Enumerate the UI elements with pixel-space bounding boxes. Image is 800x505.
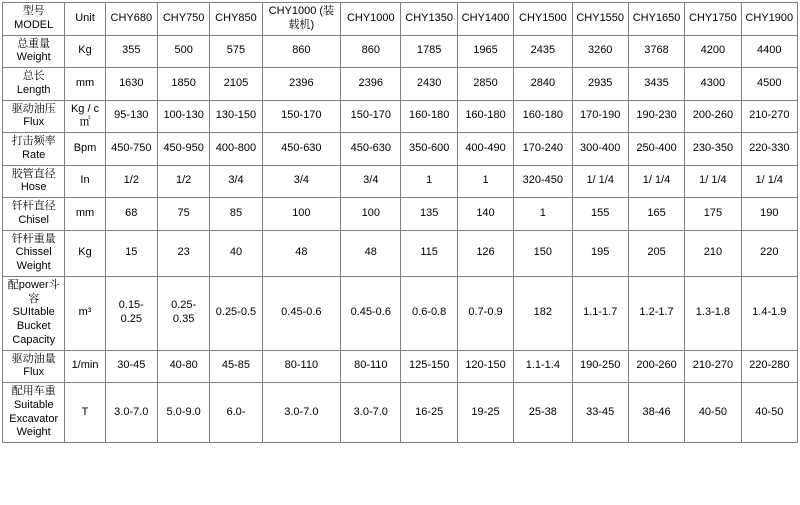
cell: 150-170 [262,100,340,133]
cell: 3/4 [262,165,340,198]
cell: 220-280 [741,350,797,383]
row-label-chisel-weight: 钎杆重量 Chissel Weight [3,230,65,276]
row-label-length: 总长 Length [3,68,65,101]
cell: 160-180 [514,100,572,133]
cell: 0.45-0.6 [341,276,401,350]
cell: 2396 [262,68,340,101]
table-row [3,100,798,133]
cell: 3768 [628,35,684,68]
cell: 2105 [210,68,262,101]
cell: 210 [685,230,741,276]
cell: 200-260 [685,100,741,133]
cell: 4300 [685,68,741,101]
cell: 2935 [572,68,628,101]
table-row [3,383,798,443]
cell: 0.25-0.5 [210,276,262,350]
cell: 23 [157,230,209,276]
cell: 95-130 [105,100,157,133]
cell: 19-25 [457,383,513,443]
cell: 350-600 [401,133,457,166]
row-unit-excavator-weight: T [65,383,105,443]
column-header-chy1500: CHY1500 [514,3,572,36]
cell: 1.2-1.7 [628,276,684,350]
cell: 3.0-7.0 [341,383,401,443]
cell: 120-150 [457,350,513,383]
column-header-chy750: CHY750 [157,3,209,36]
cell: 3/4 [210,165,262,198]
cell: 25-38 [514,383,572,443]
cell: 0.15-0.25 [105,276,157,350]
cell: 1 [457,165,513,198]
specification-table [2,2,798,443]
cell: 5.0-9.0 [157,383,209,443]
cell: 30-45 [105,350,157,383]
cell: 860 [341,35,401,68]
row-label-hose: 胶管直径 Hose [3,165,65,198]
cell: 135 [401,198,457,231]
cell: 125-150 [401,350,457,383]
cell: 3.0-7.0 [105,383,157,443]
cell: 100-130 [157,100,209,133]
cell: 45-85 [210,350,262,383]
cell: 1.3-1.8 [685,276,741,350]
cell: 230-350 [685,133,741,166]
cell: 1/2 [157,165,209,198]
column-header-chy1900: CHY1900 [741,3,797,36]
cell: 165 [628,198,684,231]
column-header-chy1650: CHY1650 [628,3,684,36]
table-row [3,35,798,68]
cell: 48 [262,230,340,276]
cell: 150-170 [341,100,401,133]
column-header-chy1400: CHY1400 [457,3,513,36]
cell: 1.4-1.9 [741,276,797,350]
cell: 3260 [572,35,628,68]
row-label-excavator-weight: 配用车重 Suitable Excavator Weight [3,383,65,443]
cell: 220-330 [741,133,797,166]
cell: 3435 [628,68,684,101]
table-row [3,230,798,276]
cell: 220 [741,230,797,276]
cell: 190-230 [628,100,684,133]
cell: 500 [157,35,209,68]
row-unit-bucket-capacity: m³ [65,276,105,350]
cell: 1/ 1/4 [741,165,797,198]
cell: 1/2 [105,165,157,198]
cell: 450-750 [105,133,157,166]
row-unit-weight: Kg [65,35,105,68]
cell: 1 [401,165,457,198]
cell: 40-80 [157,350,209,383]
cell: 48 [341,230,401,276]
cell: 40-50 [741,383,797,443]
cell: 3/4 [341,165,401,198]
cell: 155 [572,198,628,231]
cell: 2840 [514,68,572,101]
cell: 250-400 [628,133,684,166]
cell: 1 [514,198,572,231]
cell: 355 [105,35,157,68]
cell: 2435 [514,35,572,68]
cell: 205 [628,230,684,276]
cell: 160-180 [401,100,457,133]
column-header-chy1000-loader: CHY1000 (装载机) [262,3,340,36]
row-unit-oil-flow: 1/min [65,350,105,383]
row-unit-chisel-weight: Kg [65,230,105,276]
table-row [3,350,798,383]
cell: 400-490 [457,133,513,166]
cell: 0.6-0.8 [401,276,457,350]
cell: 150 [514,230,572,276]
cell: 3.0-7.0 [262,383,340,443]
cell: 200-260 [628,350,684,383]
cell: 1630 [105,68,157,101]
table-row [3,165,798,198]
column-header-model: 型号MODEL [3,3,65,36]
cell: 130-150 [210,100,262,133]
row-unit-operating-pressure: Kg / c㎡ [65,100,105,133]
cell: 0.45-0.6 [262,276,340,350]
cell: 80-110 [341,350,401,383]
row-unit-length: mm [65,68,105,101]
cell: 575 [210,35,262,68]
cell: 450-630 [341,133,401,166]
cell: 2396 [341,68,401,101]
column-header-chy680: CHY680 [105,3,157,36]
row-label-weight: 总重量 Weight [3,35,65,68]
row-unit-hose: In [65,165,105,198]
cell: 1785 [401,35,457,68]
cell: 2430 [401,68,457,101]
row-label-chisel-diameter: 钎杆直径 Chisel [3,198,65,231]
cell: 100 [341,198,401,231]
cell: 85 [210,198,262,231]
table-row [3,198,798,231]
table-row [3,276,798,350]
cell: 40 [210,230,262,276]
column-header-unit: Unit [65,3,105,36]
cell: 15 [105,230,157,276]
row-unit-chisel-diameter: mm [65,198,105,231]
cell: 115 [401,230,457,276]
row-label-oil-flow: 驱动油量 Flux [3,350,65,383]
cell: 33-45 [572,383,628,443]
cell: 450-630 [262,133,340,166]
cell: 190 [741,198,797,231]
cell: 400-800 [210,133,262,166]
cell: 6.0- [210,383,262,443]
cell: 210-270 [741,100,797,133]
cell: 1965 [457,35,513,68]
cell: 210-270 [685,350,741,383]
column-header-chy1750: CHY1750 [685,3,741,36]
cell: 1/ 1/4 [572,165,628,198]
cell: 1/ 1/4 [628,165,684,198]
cell: 0.7-0.9 [457,276,513,350]
cell: 40-50 [685,383,741,443]
cell: 860 [262,35,340,68]
cell: 320-450 [514,165,572,198]
row-label-bucket-capacity: 配power斗容 SUItable Bucket Capacity [3,276,65,350]
cell: 80-110 [262,350,340,383]
cell: 1.1-1.7 [572,276,628,350]
cell: 182 [514,276,572,350]
cell: 0.25-0.35 [157,276,209,350]
cell: 195 [572,230,628,276]
cell: 170-190 [572,100,628,133]
row-label-operating-pressure: 驱动油压 Flux [3,100,65,133]
cell: 4400 [741,35,797,68]
cell: 160-180 [457,100,513,133]
row-unit-impact-rate: Bpm [65,133,105,166]
cell: 300-400 [572,133,628,166]
column-header-chy1000: CHY1000 [341,3,401,36]
cell: 1850 [157,68,209,101]
cell: 1.1-1.4 [514,350,572,383]
column-header-chy1350: CHY1350 [401,3,457,36]
cell: 175 [685,198,741,231]
cell: 4500 [741,68,797,101]
cell: 126 [457,230,513,276]
cell: 68 [105,198,157,231]
cell: 1/ 1/4 [685,165,741,198]
cell: 140 [457,198,513,231]
cell: 170-240 [514,133,572,166]
cell: 75 [157,198,209,231]
cell: 450-950 [157,133,209,166]
cell: 2850 [457,68,513,101]
cell: 16-25 [401,383,457,443]
table-row [3,133,798,166]
cell: 190-250 [572,350,628,383]
column-header-chy1550: CHY1550 [572,3,628,36]
table-row [3,68,798,101]
cell: 4200 [685,35,741,68]
table-header-row [3,3,798,36]
cell: 38-46 [628,383,684,443]
column-header-chy850: CHY850 [210,3,262,36]
row-label-impact-rate: 打击频率 Rate [3,133,65,166]
cell: 100 [262,198,340,231]
